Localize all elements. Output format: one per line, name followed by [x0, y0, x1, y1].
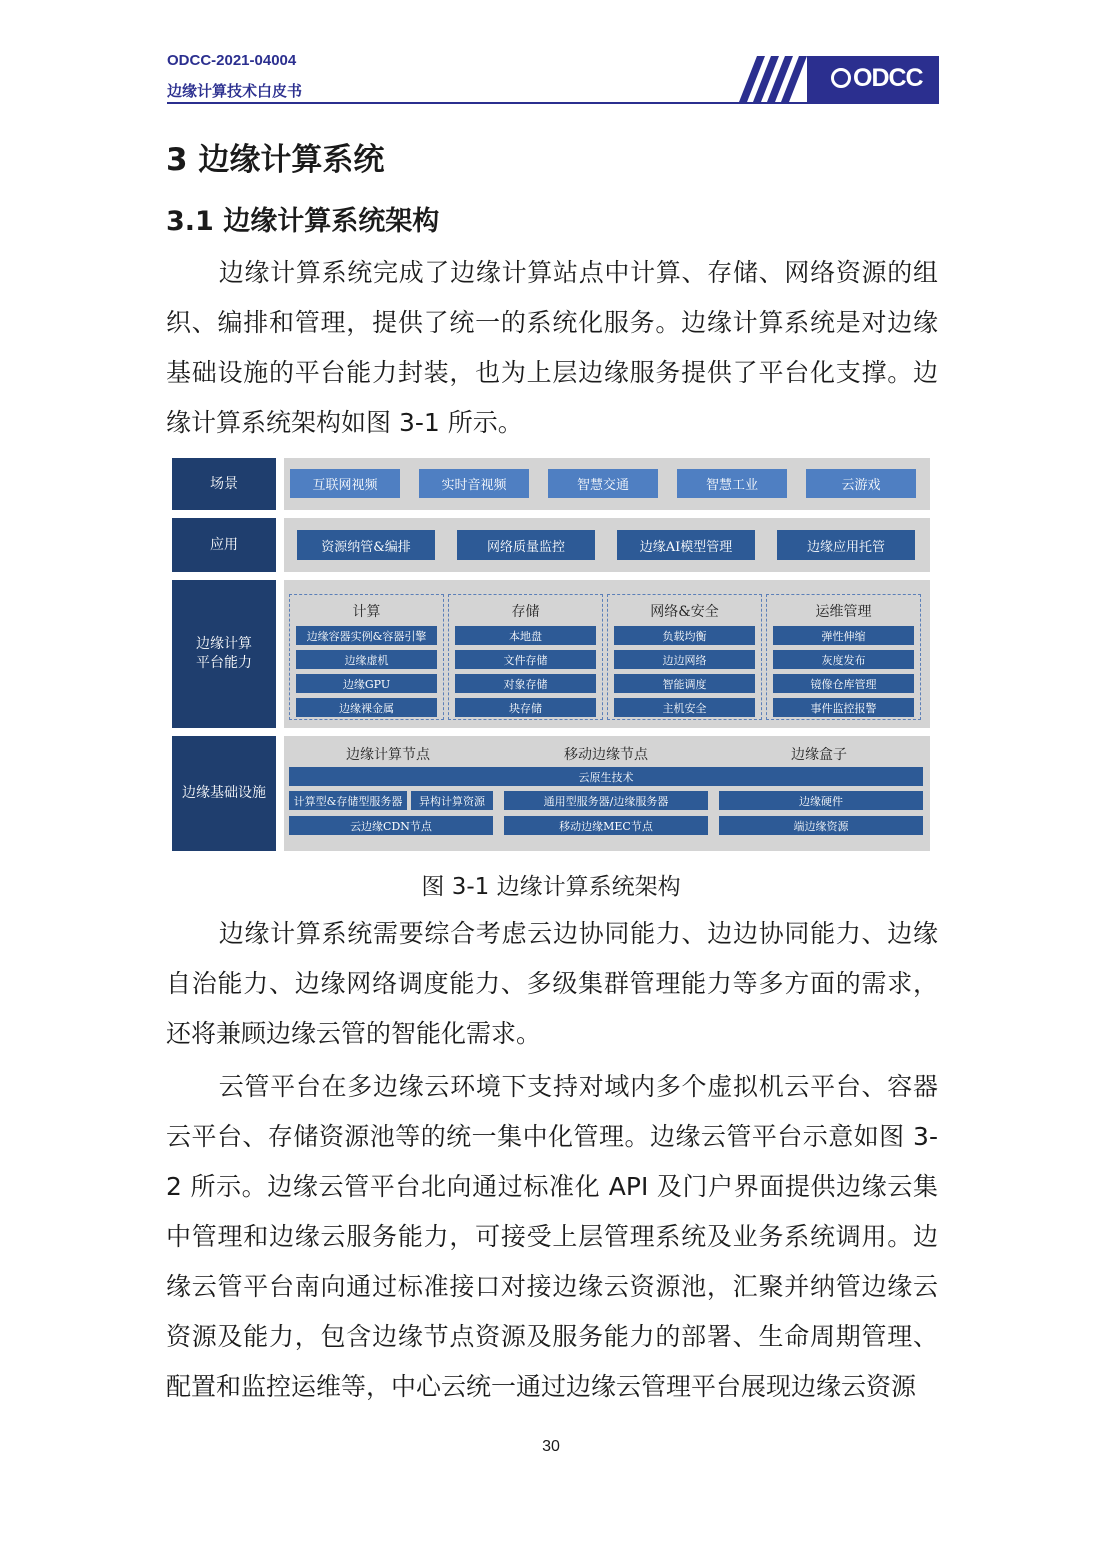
group-title: 网络&安全 [650, 604, 719, 620]
infra-cell: 异构计算资源 [411, 791, 493, 810]
infra-cell: 端边缘资源 [719, 816, 923, 835]
header-stripes-decoration [739, 56, 809, 102]
infra-cell: 计算型&存储型服务器 [289, 791, 407, 810]
row-platform [284, 580, 930, 728]
row-infrastructure [284, 736, 930, 851]
row-label-platform: 边缘计算 平台能力 [172, 580, 276, 728]
group-cell: 灰度发布 [773, 650, 914, 669]
architecture-diagram [172, 458, 930, 851]
platform-group-storage [448, 594, 603, 720]
paragraph-3-text: 云管平台在多边缘云环境下支持对域内多个虚拟机云平台、容器云平台、存储资源池等的统一集中化管理。边缘云管平台示意如图 3-2 所示。边缘云管平台北向通过标准化 API 及门户界面提供边缘云集中管理和边缘云服务能力，可接受上层管理系统及业务系统调用。边缘云管平台南向通过标准接口对接边缘云资源池，汇聚并纳管边缘云资源及能力，包含边缘节点资源及服务能力的部署、生命周期管理、配置和监控运维等，中心云统一通过边缘云管理平台展现边缘云资源 [166, 1072, 938, 1401]
paragraph-2 [166, 909, 938, 1059]
group-cell: 镜像仓库管理 [773, 674, 914, 693]
application-item: 边缘AI模型管理 [617, 530, 755, 560]
scene-item: 智慧工业 [677, 469, 787, 498]
group-cell: 负载均衡 [614, 626, 755, 645]
group-cell: 边缘裸金属 [296, 698, 437, 717]
section-heading: 3 边缘计算系统 [166, 142, 385, 178]
group-cell: 边边网络 [614, 650, 755, 669]
cloud-native-bar: 云原生技术 [289, 767, 923, 786]
figure-caption: 图 3-1 边缘计算系统架构 [421, 874, 681, 900]
paragraph-1 [166, 248, 938, 448]
application-item: 资源纳管&编排 [297, 530, 435, 560]
infra-cell: 边缘硬件 [719, 791, 923, 810]
infra-column-title: 边缘计算节点 [346, 747, 430, 763]
paragraph-2-text: 边缘计算系统需要综合考虑云边协同能力、边边协同能力、边缘自治能力、边缘网络调度能力、多级集群管理能力等多方面的需求，还将兼顾边缘云管的智能化需求。 [166, 919, 938, 1048]
group-cell: 主机安全 [614, 698, 755, 717]
group-cell: 智能调度 [614, 674, 755, 693]
header-divider [167, 102, 939, 104]
scene-item: 互联网视频 [290, 469, 400, 498]
platform-group-compute [289, 594, 444, 720]
platform-group-network [607, 594, 762, 720]
infra-cell: 云边缘CDN节点 [289, 816, 493, 835]
platform-group-ops [766, 594, 921, 720]
group-cell: 弹性伸缩 [773, 626, 914, 645]
row-label-scene: 场景 [172, 458, 276, 510]
row-label-infrastructure: 边缘基础设施 [172, 736, 276, 851]
scene-item: 实时音视频 [419, 469, 529, 498]
group-title: 运维管理 [815, 604, 872, 620]
document-name: 边缘计算技术白皮书 [167, 82, 303, 100]
page-header [167, 52, 939, 104]
logo-text: ODCC [853, 64, 923, 92]
infra-column-title: 边缘盒子 [791, 747, 847, 763]
row-application [284, 518, 930, 572]
paragraph-3 [166, 1062, 938, 1412]
infra-cell: 移动边缘MEC节点 [504, 816, 708, 835]
group-cell: 文件存储 [455, 650, 596, 669]
row-label-application: 应用 [172, 518, 276, 572]
group-cell: 块存储 [455, 698, 596, 717]
group-cell: 边缘容器实例&容器引擎 [296, 626, 437, 645]
group-title: 存储 [511, 604, 540, 620]
logo-globe-icon [831, 68, 851, 88]
document-code: ODCC-2021-04004 [167, 52, 297, 69]
group-cell: 事件监控报警 [773, 698, 914, 717]
infra-column-title: 移动边缘节点 [564, 747, 648, 763]
group-cell: 本地盘 [455, 626, 596, 645]
group-title: 计算 [352, 604, 381, 620]
group-cell: 对象存储 [455, 674, 596, 693]
application-item: 边缘应用托管 [777, 530, 915, 560]
group-cell: 边缘虚机 [296, 650, 437, 669]
group-cell: 边缘GPU [296, 674, 437, 693]
row-scene [284, 458, 930, 510]
paragraph-1-text: 边缘计算系统完成了边缘计算站点中计算、存储、网络资源的组织、编排和管理，提供了统一的系统化服务。边缘计算系统是对边缘基础设施的平台能力封装，也为上层边缘服务提供了平台化支撑。边缘计算系统架构如图 3-1 所示。 [166, 258, 938, 437]
application-item: 网络质量监控 [457, 530, 595, 560]
infra-cell: 通用型服务器/边缘服务器 [504, 791, 708, 810]
subsection-heading: 3.1 边缘计算系统架构 [166, 206, 440, 237]
page-number: 30 [542, 1438, 560, 1455]
scene-item: 智慧交通 [548, 469, 658, 498]
odcc-logo [807, 56, 939, 102]
scene-item: 云游戏 [806, 469, 916, 498]
